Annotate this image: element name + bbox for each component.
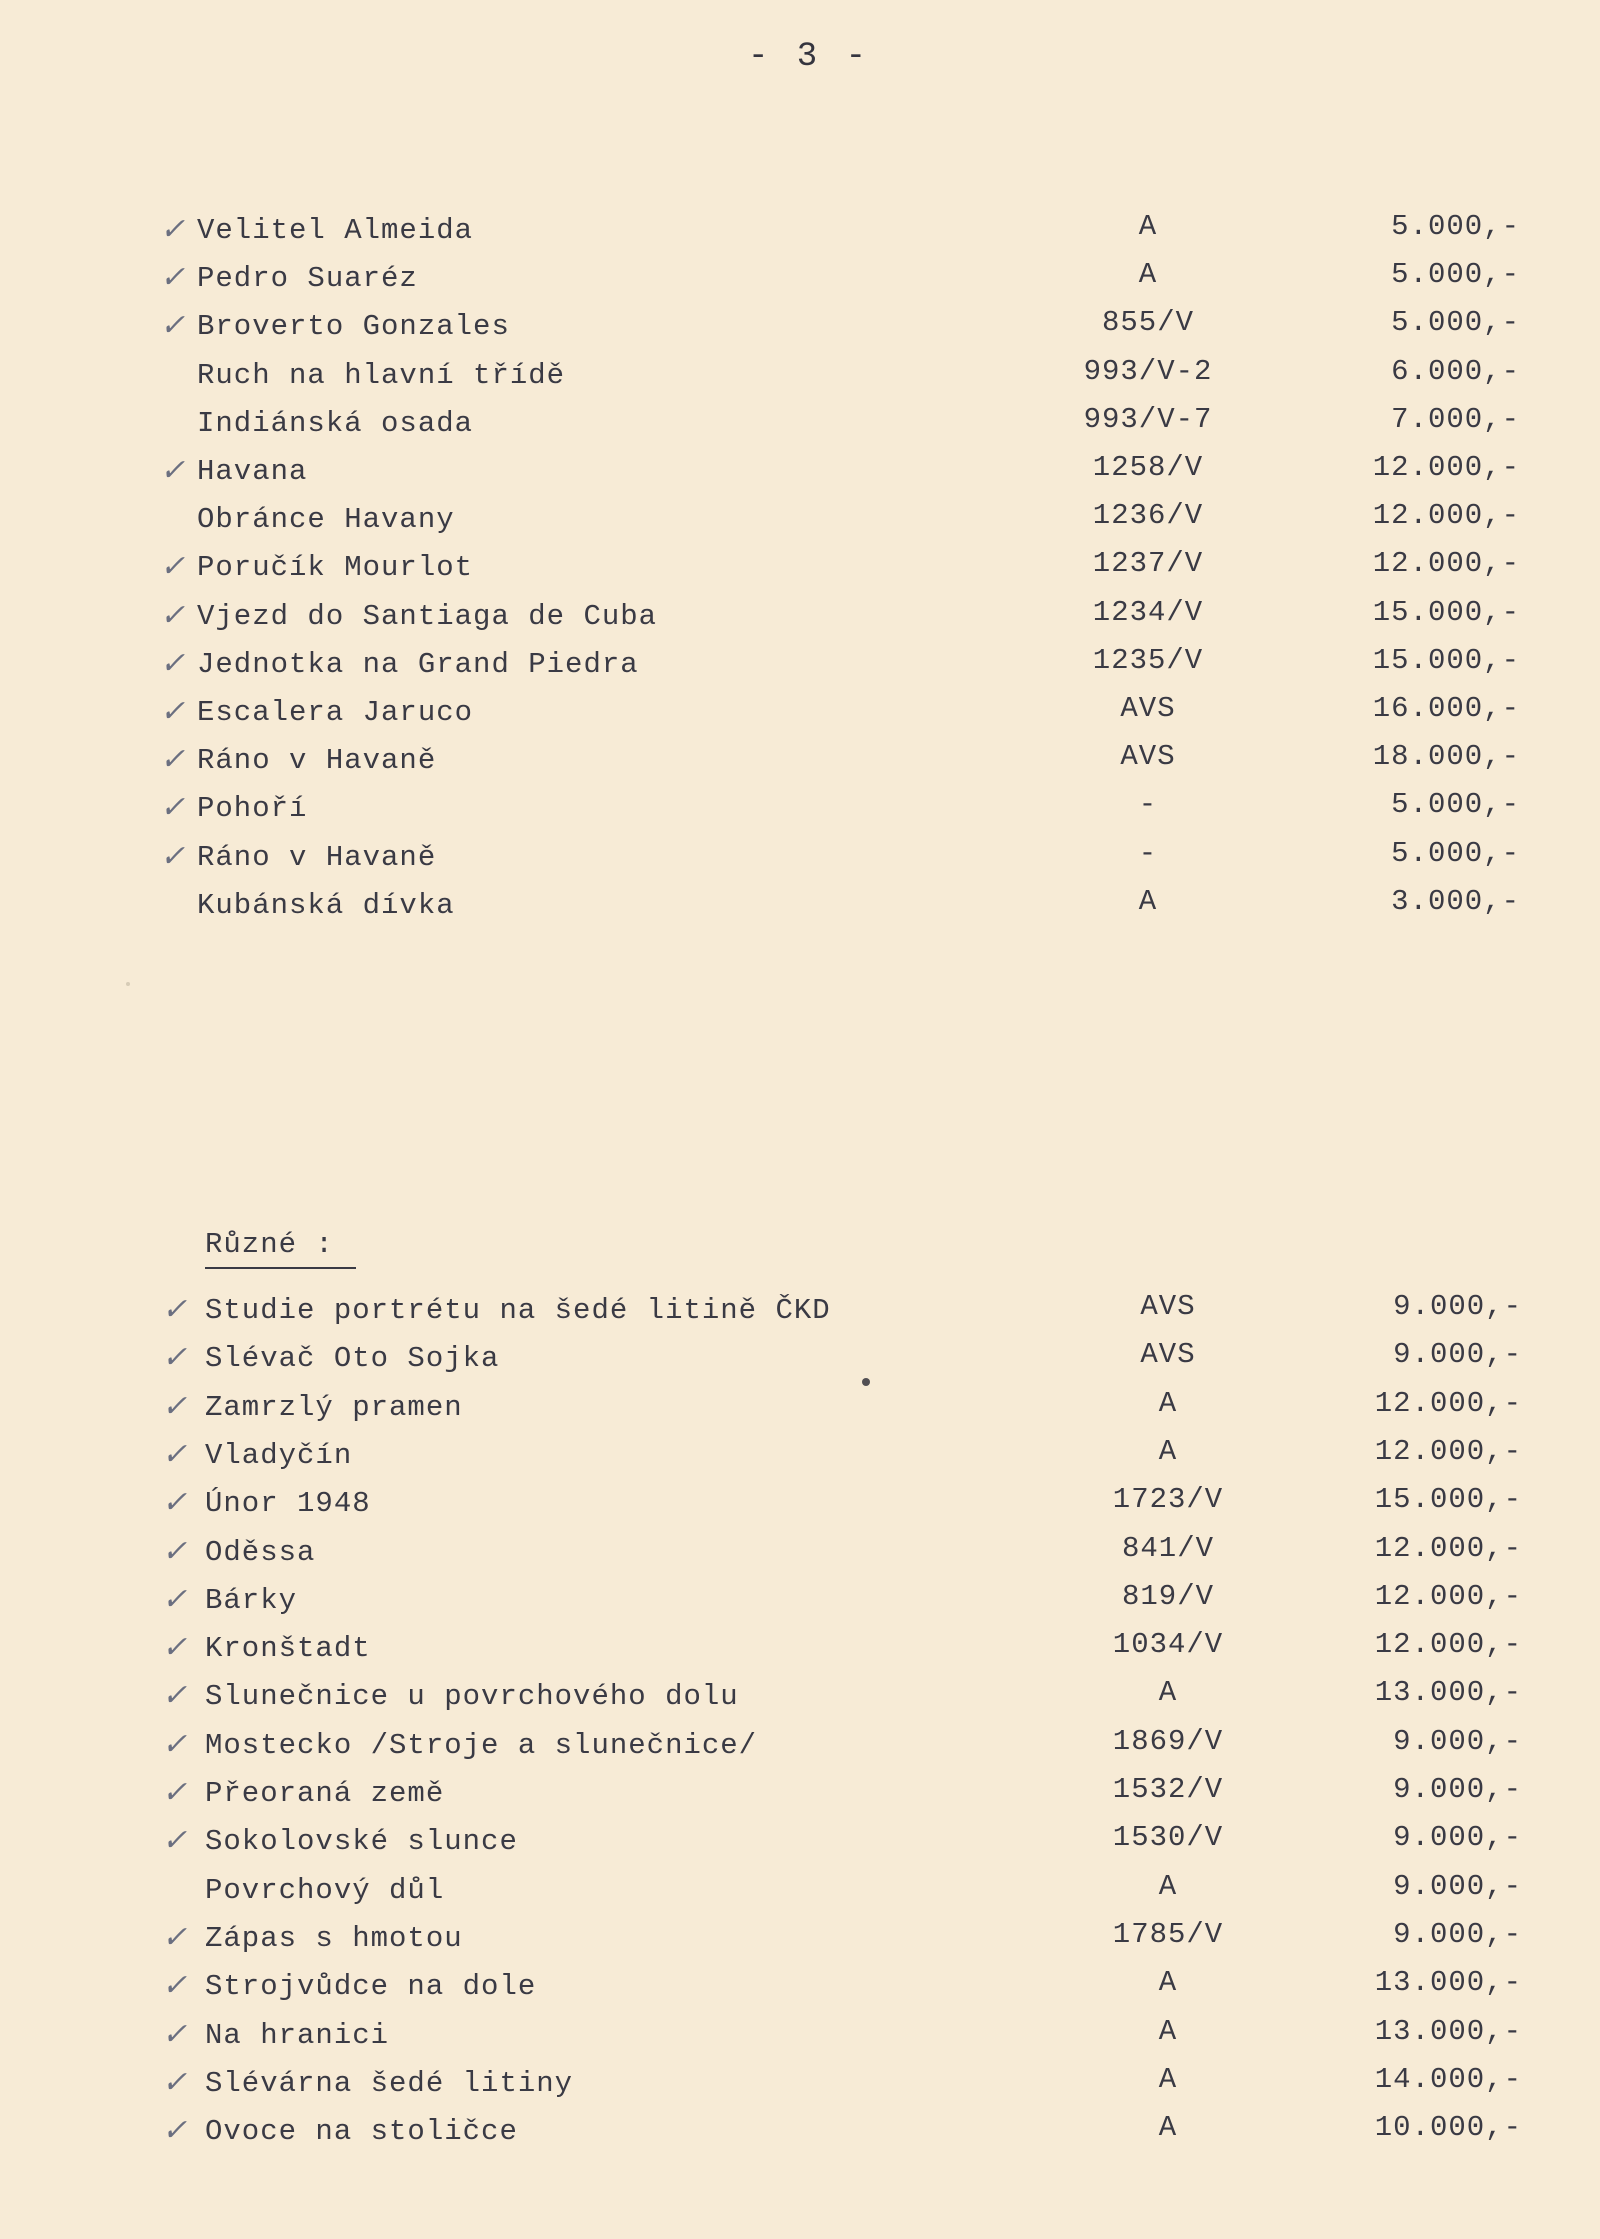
artwork-title: Mostecko /Stroje a slunečnice/ (205, 1728, 758, 1762)
artwork-price: 10.000,- (1374, 2111, 1522, 2145)
artwork-title: Broverto Gonzales (197, 310, 510, 344)
artwork-code: A (1158, 2014, 1178, 2048)
list-row (0, 1338, 1600, 1382)
list-row (0, 788, 1600, 832)
artwork-title: Oděssa (205, 1535, 316, 1569)
list-row (0, 1773, 1600, 1817)
list-row (0, 2015, 1600, 2059)
artwork-code: A (1158, 2111, 1178, 2145)
artwork-title: Vjezd do Santiaga de Cuba (197, 599, 658, 633)
artwork-price: 12.000,- (1372, 547, 1520, 581)
check-mark-icon: ✓ (162, 1678, 189, 1714)
list-row (0, 1435, 1600, 1479)
artwork-title: Ráno v Havaně (197, 840, 437, 874)
artwork-title: Escalera Jaruco (197, 696, 474, 729)
artwork-price: 9.000,- (1393, 1869, 1522, 1903)
artwork-price: 5.000,- (1391, 258, 1520, 292)
artwork-title: Havana (197, 455, 308, 488)
list-row (0, 1870, 1600, 1914)
list-row (0, 2111, 1600, 2155)
list-row (0, 596, 1600, 640)
artwork-title: Slunečnice u povrchového dolu (205, 1680, 739, 1714)
check-mark-icon: ✓ (162, 2113, 189, 2149)
list-row (0, 1676, 1600, 1720)
check-mark-icon: ✓ (162, 1968, 189, 2004)
artwork-price: 16.000,- (1372, 692, 1520, 725)
check-mark-icon: ✓ (160, 694, 187, 729)
artwork-code: A (1138, 210, 1158, 243)
artwork-title: Přeoraná země (205, 1777, 445, 1810)
artwork-code: A (1158, 1676, 1178, 1710)
artwork-title: Indiánská osada (197, 406, 474, 440)
artwork-code: 819/V (1121, 1579, 1215, 1613)
artwork-title: Ovoce na stoličce (205, 2115, 518, 2149)
artwork-code: - (1138, 788, 1158, 822)
artwork-title: Ruch na hlavní třídě (197, 358, 566, 392)
check-mark-icon: ✓ (162, 1919, 189, 1955)
artwork-price: 9.000,- (1393, 1290, 1522, 1323)
list-row (0, 451, 1600, 495)
page-number: - 3 - (748, 38, 871, 76)
artwork-price: 7.000,- (1391, 402, 1520, 436)
list-row (0, 740, 1600, 784)
check-mark-icon: ✓ (162, 1340, 189, 1376)
artwork-code: 1236/V (1092, 499, 1204, 533)
artwork-title: Poručík Mourlot (197, 551, 474, 585)
paper-stain (126, 982, 130, 986)
artwork-price: 3.000,- (1391, 884, 1520, 918)
list-row (0, 1821, 1600, 1865)
list-row (0, 1918, 1600, 1962)
artwork-code: 1532/V (1112, 1773, 1224, 1806)
artwork-code: 1034/V (1112, 1628, 1224, 1662)
list-row (0, 1290, 1600, 1334)
check-mark-icon: ✓ (162, 1292, 189, 1327)
artwork-title: Sokolovské slunce (205, 1825, 518, 1859)
check-mark-icon: ✓ (160, 838, 187, 874)
artwork-code: 1258/V (1092, 451, 1204, 484)
artwork-price: 5.000,- (1391, 788, 1520, 822)
artwork-price: 9.000,- (1393, 1917, 1522, 1951)
check-mark-icon: ✓ (160, 597, 187, 633)
artwork-code: 1869/V (1112, 1724, 1224, 1758)
artwork-title: Obránce Havany (197, 503, 455, 537)
artwork-price: 18.000,- (1372, 740, 1520, 774)
list-row (0, 355, 1600, 399)
check-mark-icon: ✓ (162, 1581, 189, 1617)
list-row (0, 837, 1600, 881)
artwork-code: A (1158, 1869, 1178, 1903)
section-heading: Různé : (205, 1228, 356, 1269)
artwork-title: Zamrzlý pramen (205, 1390, 463, 1424)
artwork-code: 855/V (1101, 306, 1195, 340)
check-mark-icon: ✓ (160, 308, 187, 344)
list-row (0, 1532, 1600, 1576)
artwork-title: Zápas s hmotou (205, 1921, 463, 1955)
check-mark-icon: ✓ (160, 260, 187, 296)
check-mark-icon: ✓ (162, 1436, 189, 1472)
artwork-price: 12.000,- (1374, 1628, 1522, 1662)
artwork-title: Únor 1948 (205, 1487, 371, 1521)
artwork-price: 15.000,- (1372, 643, 1520, 677)
list-row (0, 692, 1600, 736)
check-mark-icon: ✓ (162, 1630, 189, 1666)
artwork-title: Velitel Almeida (197, 214, 474, 247)
list-row (0, 1483, 1600, 1527)
check-mark-icon: ✓ (162, 1775, 189, 1810)
artwork-price: 9.000,- (1393, 1773, 1522, 1806)
artwork-code: A (1138, 884, 1158, 918)
artwork-title: Studie portrétu na šedé litině ČKD (205, 1294, 831, 1327)
artwork-price: 13.000,- (1374, 2014, 1522, 2048)
artwork-code: AVS (1140, 1290, 1196, 1323)
check-mark-icon: ✓ (160, 549, 187, 585)
check-mark-icon: ✓ (162, 1726, 189, 1762)
check-mark-icon: ✓ (162, 1533, 189, 1569)
list-row (0, 1628, 1600, 1672)
check-mark-icon: ✓ (162, 1485, 189, 1521)
artwork-title: Vladyčín (205, 1438, 353, 1472)
artwork-code: - (1138, 836, 1158, 870)
artwork-code: A (1158, 1966, 1178, 2000)
artwork-code: 1530/V (1112, 1821, 1224, 1855)
list-row (0, 1580, 1600, 1624)
artwork-title: Kronštadt (205, 1632, 371, 1666)
artwork-code: A (1158, 2062, 1178, 2096)
artwork-code: 993/V-2 (1083, 354, 1213, 388)
artwork-code: 1785/V (1112, 1917, 1224, 1951)
list-row (0, 2063, 1600, 2107)
check-mark-icon: ✓ (160, 742, 187, 778)
artwork-code: A (1158, 1386, 1178, 1420)
check-mark-icon: ✓ (160, 790, 187, 826)
artwork-code: AVS (1120, 740, 1176, 774)
check-mark-icon: ✓ (162, 1823, 189, 1859)
artwork-price: 6.000,- (1391, 354, 1520, 388)
artwork-price: 14.000,- (1374, 2062, 1522, 2096)
artwork-code: AVS (1120, 692, 1176, 725)
artwork-price: 12.000,- (1372, 451, 1520, 484)
artwork-title: Pedro Suaréz (197, 262, 418, 296)
list-row (0, 210, 1600, 254)
artwork-price: 5.000,- (1391, 306, 1520, 340)
artwork-price: 12.000,- (1374, 1434, 1522, 1468)
artwork-title: Ráno v Havaně (197, 744, 437, 778)
artwork-price: 15.000,- (1372, 595, 1520, 629)
artwork-price: 9.000,- (1393, 1338, 1522, 1372)
artwork-code: A (1158, 1434, 1178, 1468)
list-row (0, 258, 1600, 302)
artwork-price: 12.000,- (1374, 1386, 1522, 1420)
list-row (0, 1725, 1600, 1769)
artwork-price: 9.000,- (1393, 1724, 1522, 1758)
list-row (0, 1387, 1600, 1431)
list-row (0, 644, 1600, 688)
list-row (0, 403, 1600, 447)
artwork-title: Kubánská dívka (197, 888, 455, 922)
list-row (0, 499, 1600, 543)
artwork-price: 12.000,- (1372, 499, 1520, 533)
artwork-title: Bárky (205, 1583, 298, 1617)
check-mark-icon: ✓ (162, 2064, 189, 2100)
artwork-title: Na hranici (205, 2018, 390, 2052)
check-mark-icon: ✓ (160, 645, 187, 681)
artwork-code: 841/V (1121, 1531, 1215, 1565)
artwork-code: 1237/V (1092, 547, 1204, 581)
artwork-price: 12.000,- (1374, 1579, 1522, 1613)
artwork-price: 9.000,- (1393, 1821, 1522, 1855)
artwork-price: 5.000,- (1391, 836, 1520, 870)
artwork-title: Povrchový důl (205, 1873, 445, 1907)
check-mark-icon: ✓ (160, 212, 187, 247)
artwork-title: Slévárna šedé litiny (205, 2066, 574, 2100)
check-mark-icon: ✓ (162, 1388, 189, 1424)
artwork-code: 1723/V (1112, 1483, 1224, 1517)
artwork-price: 12.000,- (1374, 1531, 1522, 1565)
list-row (0, 885, 1600, 929)
check-mark-icon: ✓ (162, 2016, 189, 2052)
list-row (0, 547, 1600, 591)
artwork-code: A (1138, 258, 1158, 292)
artwork-title: Slévač Oto Sojka (205, 1342, 500, 1376)
artwork-price: 13.000,- (1374, 1966, 1522, 2000)
artwork-title: Pohoří (197, 792, 308, 826)
artwork-price: 13.000,- (1374, 1676, 1522, 1710)
artwork-title: Strojvůdce na dole (205, 1970, 537, 2004)
paper-stain (862, 1378, 870, 1386)
artwork-price: 5.000,- (1391, 210, 1520, 243)
artwork-code: 1235/V (1092, 643, 1204, 677)
artwork-code: AVS (1140, 1338, 1196, 1372)
artwork-code: 1234/V (1092, 595, 1204, 629)
check-mark-icon: ✓ (160, 453, 187, 488)
list-row (0, 306, 1600, 350)
list-row (0, 1966, 1600, 2010)
artwork-code: 993/V-7 (1083, 402, 1213, 436)
artwork-title: Jednotka na Grand Piedra (197, 647, 639, 681)
artwork-price: 15.000,- (1374, 1483, 1522, 1517)
